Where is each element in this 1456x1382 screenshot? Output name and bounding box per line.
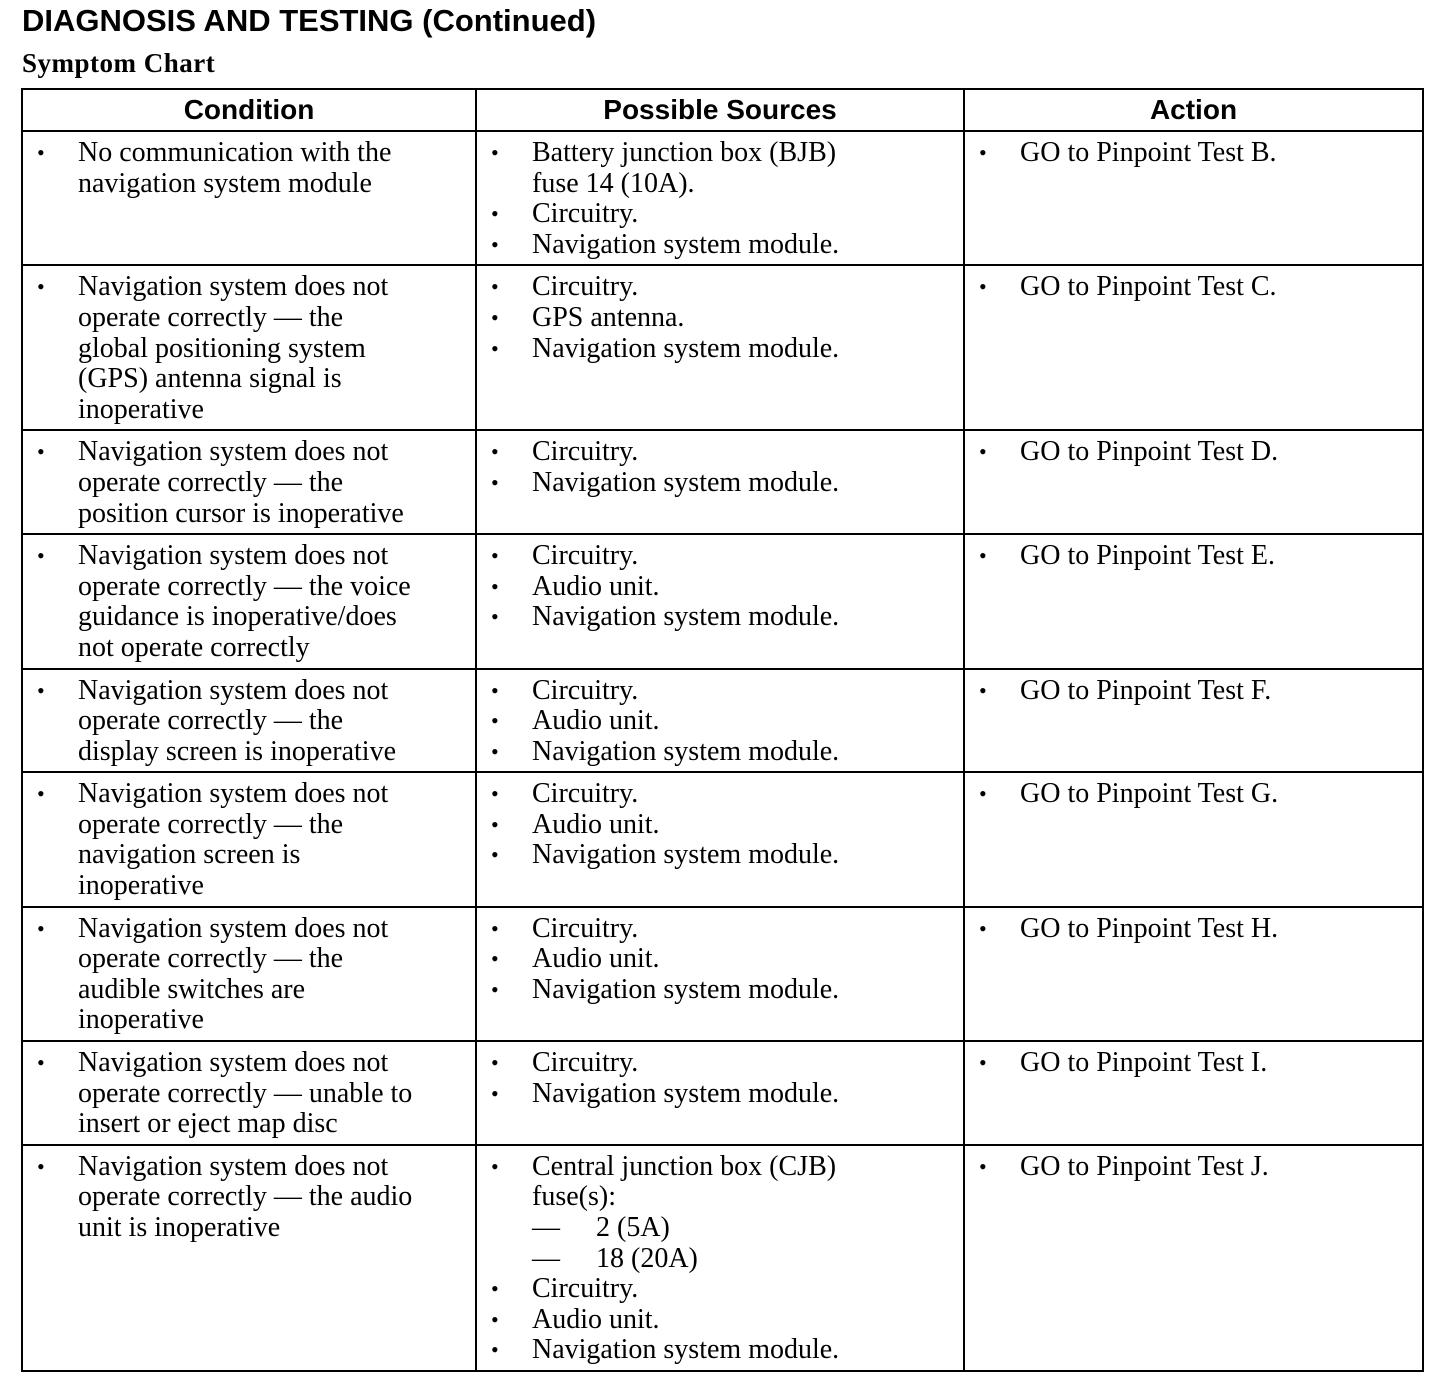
fuse-text: 18 (20A): [596, 1242, 698, 1274]
action-text: GO to Pinpoint Test G.: [1020, 778, 1279, 810]
section-title: Symptom Chart: [22, 48, 216, 78]
condition-text: Navigation system does not operate correctly — the position cursor is inoperative: [78, 436, 404, 529]
source-item: Circuitry.: [532, 1273, 639, 1305]
condition-cell: [22, 430, 476, 534]
bullet-icon: •: [491, 231, 499, 257]
bullet-icon: •: [979, 781, 987, 807]
action-text: GO to Pinpoint Test B.: [1020, 137, 1277, 168]
condition-cell: [22, 1041, 476, 1145]
bullet-icon: •: [491, 543, 499, 569]
fuse-subitem: [489, 1213, 955, 1244]
fuse-text: 2 (5A): [596, 1212, 670, 1243]
bullet-icon: •: [37, 439, 45, 465]
bullet-icon: •: [979, 1153, 987, 1179]
table-row: [22, 1145, 1423, 1371]
column-header-possible-sources: Possible Sources: [476, 89, 964, 131]
condition-cell: [22, 1145, 476, 1371]
condition-text: Navigation system does not operate correctly — the audio unit is inoperative: [78, 1150, 413, 1243]
condition-text: No communication with the navigation system module: [78, 137, 392, 199]
condition-text: Navigation system does not operate correctly — the display screen is inoperative: [78, 674, 397, 767]
source-item: Navigation system module.: [532, 228, 840, 260]
sources-cell: [476, 265, 964, 430]
column-header-condition: Condition: [22, 89, 476, 131]
source-item: Circuitry.: [532, 198, 639, 230]
source-item: Audio unit.: [532, 943, 660, 975]
action-cell: [964, 907, 1423, 1041]
action-cell: [964, 131, 1423, 265]
condition-cell: [22, 669, 476, 773]
action-text: GO to Pinpoint Test D.: [1020, 436, 1279, 468]
table-row: [22, 1041, 1423, 1145]
action-text: GO to Pinpoint Test C.: [1020, 271, 1277, 303]
bullet-icon: •: [979, 274, 987, 300]
bullet-icon: •: [491, 1050, 499, 1076]
action-cell: [964, 772, 1423, 906]
action-text: GO to Pinpoint Test I.: [1020, 1047, 1268, 1079]
bullet-icon: •: [491, 469, 499, 495]
source-item: GPS antenna.: [532, 301, 685, 333]
bullet-icon: •: [491, 915, 499, 941]
symptom-chart-table: [21, 88, 1424, 1372]
column-header-action: Action: [964, 89, 1423, 131]
bullet-icon: •: [37, 140, 45, 165]
source-item: Audio unit.: [532, 570, 660, 602]
source-item: Navigation system module.: [532, 1077, 840, 1109]
bullet-icon: •: [37, 543, 45, 569]
source-item: Navigation system module.: [532, 332, 840, 364]
table-row: [22, 907, 1423, 1041]
action-cell: [964, 1145, 1423, 1371]
bullet-icon: •: [37, 781, 45, 807]
action-cell: [964, 1041, 1423, 1145]
bullet-icon: •: [979, 915, 987, 941]
bullet-icon: •: [37, 915, 45, 941]
condition-text: Navigation system does not operate correctly — the audible switches are inoperative: [78, 912, 389, 1036]
source-item: Circuitry.: [532, 778, 639, 810]
source-item: Audio unit.: [532, 1303, 660, 1335]
bullet-icon: •: [37, 1153, 45, 1179]
condition-cell: [22, 772, 476, 906]
bullet-icon: •: [491, 738, 499, 764]
sources-cell: [476, 430, 964, 534]
table-row: [22, 534, 1423, 668]
action-text: GO to Pinpoint Test E.: [1020, 540, 1275, 572]
source-item: Navigation system module.: [532, 735, 840, 767]
dash-icon: —: [532, 1212, 560, 1243]
action-cell: [964, 265, 1423, 430]
table-row: [22, 131, 1423, 265]
source-item: Central junction box (CJB) fuse(s):: [532, 1150, 837, 1213]
condition-cell: [22, 534, 476, 668]
page-title: DIAGNOSIS AND TESTING (Continued): [22, 3, 597, 38]
action-text: GO to Pinpoint Test J.: [1020, 1150, 1269, 1182]
table-row: [22, 430, 1423, 534]
source-item: Circuitry.: [532, 912, 639, 944]
action-text: GO to Pinpoint Test H.: [1020, 912, 1279, 944]
fuse-subitem: [489, 1244, 955, 1275]
bullet-icon: •: [491, 201, 499, 227]
source-item: Audio unit.: [532, 705, 660, 737]
bullet-icon: •: [491, 439, 499, 465]
bullet-icon: •: [37, 1050, 45, 1076]
bullet-icon: •: [979, 543, 987, 569]
condition-cell: [22, 907, 476, 1041]
bullet-icon: •: [491, 976, 499, 1002]
condition-cell: [22, 131, 476, 265]
bullet-icon: •: [491, 1153, 499, 1179]
source-item: Audio unit.: [532, 808, 660, 840]
bullet-icon: •: [491, 335, 499, 361]
bullet-icon: •: [491, 1306, 499, 1332]
source-item: Circuitry.: [532, 674, 639, 706]
table-row: [22, 265, 1423, 430]
sources-cell: [476, 669, 964, 773]
bullet-icon: •: [491, 604, 499, 630]
condition-text: Navigation system does not operate correctly — the voice guidance is inoperative/does not operate correctly: [78, 540, 411, 663]
bullet-icon: •: [491, 304, 499, 330]
action-cell: [964, 430, 1423, 534]
bullet-icon: •: [491, 1337, 499, 1363]
bullet-icon: •: [979, 439, 987, 465]
source-item: Navigation system module.: [532, 839, 840, 871]
dash-icon: —: [532, 1242, 560, 1274]
source-item: Circuitry.: [532, 540, 639, 572]
bullet-icon: •: [491, 811, 499, 837]
bullet-icon: •: [979, 1050, 987, 1076]
table-row: [22, 669, 1423, 773]
sources-cell: [476, 131, 964, 265]
source-item: Circuitry.: [532, 271, 639, 303]
bullet-icon: •: [491, 1276, 499, 1302]
bullet-icon: •: [491, 708, 499, 734]
bullet-icon: •: [491, 1080, 499, 1106]
table-row: [22, 772, 1423, 906]
bullet-icon: •: [491, 140, 499, 165]
bullet-icon: •: [37, 274, 45, 300]
sources-cell: [476, 772, 964, 906]
bullet-icon: •: [491, 946, 499, 972]
action-text: GO to Pinpoint Test F.: [1020, 674, 1272, 706]
condition-cell: [22, 265, 476, 430]
condition-text: Navigation system does not operate correctly — the navigation screen is inoperative: [78, 778, 389, 902]
bullet-icon: •: [491, 274, 499, 300]
action-cell: [964, 669, 1423, 773]
action-cell: [964, 534, 1423, 668]
sources-cell: [476, 1145, 964, 1371]
source-item: Circuitry.: [532, 1047, 639, 1079]
source-item: Navigation system module.: [532, 1334, 840, 1366]
bullet-icon: •: [491, 842, 499, 868]
bullet-icon: •: [491, 573, 499, 599]
condition-text: Navigation system does not operate correctly — the global positioning system (GPS) antenna signal is inoperative: [78, 271, 389, 425]
bullet-icon: •: [979, 677, 987, 703]
source-item: Battery junction box (BJB) fuse 14 (10A).: [532, 137, 837, 199]
sources-cell: [476, 1041, 964, 1145]
sources-cell: [476, 534, 964, 668]
bullet-icon: •: [979, 140, 987, 165]
sources-cell: [476, 907, 964, 1041]
source-item: Navigation system module.: [532, 601, 840, 633]
bullet-icon: •: [491, 781, 499, 807]
bullet-icon: •: [37, 677, 45, 703]
source-item: Circuitry.: [532, 436, 639, 468]
bullet-icon: •: [491, 677, 499, 703]
table-header-row: [22, 89, 1423, 131]
condition-text: Navigation system does not operate correctly — unable to insert or eject map disc: [78, 1047, 413, 1140]
source-item: Navigation system module.: [532, 466, 840, 498]
source-item: Navigation system module.: [532, 973, 840, 1005]
